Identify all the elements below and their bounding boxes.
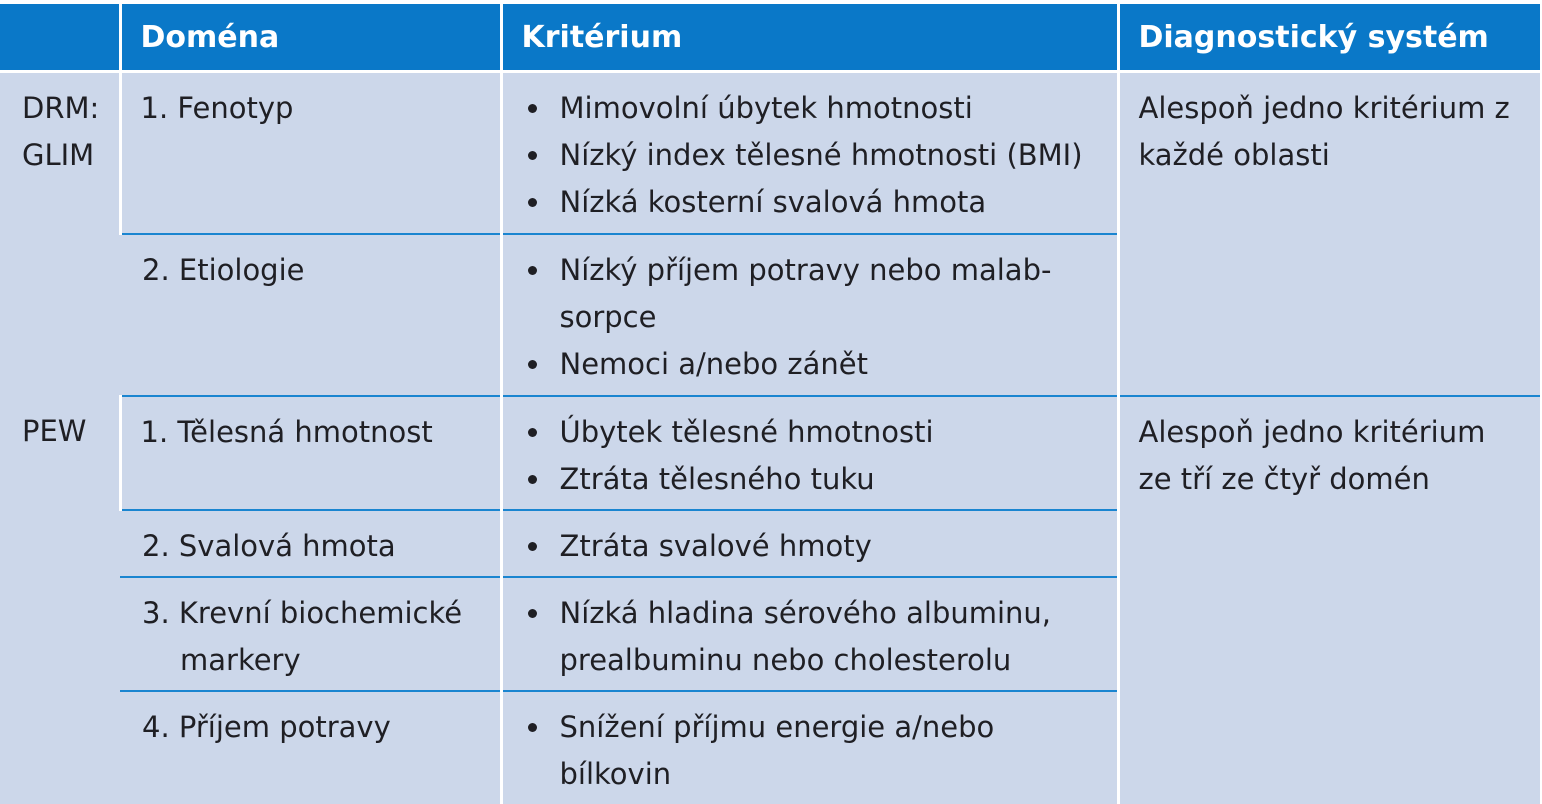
criteria-table bbox=[0, 4, 1540, 804]
domain-cell bbox=[120, 691, 501, 804]
criteria-cell bbox=[501, 691, 1118, 804]
system-text: Alespoň jedno kritérium ze tří ze čtyř domén bbox=[1138, 415, 1486, 496]
criteria-cell bbox=[501, 396, 1118, 510]
domain-cell bbox=[120, 72, 501, 235]
criteria-cell bbox=[501, 510, 1118, 577]
domain-label: 3. Krevní biochemické markery bbox=[142, 596, 463, 677]
criteria-table-container bbox=[0, 4, 1540, 804]
domain-cell bbox=[120, 234, 501, 396]
domain-label: 4. Příjem potravy bbox=[142, 710, 391, 744]
domain-label: 1. Fenotyp bbox=[140, 91, 294, 125]
table-header-row bbox=[0, 4, 1540, 72]
system-text: Alespoň jedno kritérium z každé oblasti bbox=[1138, 91, 1510, 172]
criteria-cell bbox=[501, 234, 1118, 396]
criterion-item: Nízký index tělesné hmotnosti (BMI) bbox=[522, 132, 1103, 179]
table-row bbox=[0, 396, 1540, 510]
group-name: DRM: GLIM bbox=[22, 91, 100, 172]
criterion-item: Ztráta tělesného tuku bbox=[522, 456, 1103, 503]
criteria-list bbox=[522, 523, 1103, 570]
criterion-item: Mimovolní úbytek hmotnosti bbox=[522, 85, 1103, 132]
header-cell-group bbox=[0, 4, 120, 72]
system-cell bbox=[1118, 396, 1540, 804]
domain-label: 2. Etiologie bbox=[142, 253, 305, 287]
group-name-cell bbox=[0, 396, 120, 804]
criterion-item: Nemoci a/nebo zánět bbox=[522, 341, 1103, 388]
criterion-item: Nízký příjem potravy nebo malab-sorpce bbox=[522, 247, 1103, 341]
header-cell-criterion: Kritérium bbox=[501, 4, 1118, 72]
domain-cell bbox=[120, 396, 501, 510]
criterion-item: Nízká kosterní svalová hmota bbox=[522, 179, 1103, 226]
criterion-item: Snížení příjmu energie a/nebo bílkovin bbox=[522, 704, 1103, 798]
criteria-cell bbox=[501, 577, 1118, 691]
group-name: PEW bbox=[22, 414, 87, 448]
criteria-list bbox=[522, 590, 1103, 684]
domain-label: 2. Svalová hmota bbox=[142, 529, 396, 563]
criteria-list bbox=[522, 409, 1103, 503]
criterion-item: Ztráta svalové hmoty bbox=[522, 523, 1103, 570]
system-cell bbox=[1118, 72, 1540, 397]
criteria-list bbox=[522, 247, 1103, 388]
domain-cell bbox=[120, 510, 501, 577]
domain-label: 1. Tělesná hmotnost bbox=[140, 415, 433, 449]
table-row bbox=[0, 72, 1540, 235]
header-cell-domain: Doména bbox=[120, 4, 501, 72]
criteria-list bbox=[522, 85, 1103, 226]
criterion-item: Nízká hladina sérového albuminu, prealbuminu nebo cholesterolu bbox=[522, 590, 1103, 684]
criteria-list bbox=[522, 704, 1103, 798]
header-cell-system: Diagnostický systém bbox=[1118, 4, 1540, 72]
criteria-cell bbox=[501, 72, 1118, 235]
domain-cell bbox=[120, 577, 501, 691]
group-name-cell bbox=[0, 72, 120, 397]
criterion-item: Úbytek tělesné hmotnosti bbox=[522, 409, 1103, 456]
